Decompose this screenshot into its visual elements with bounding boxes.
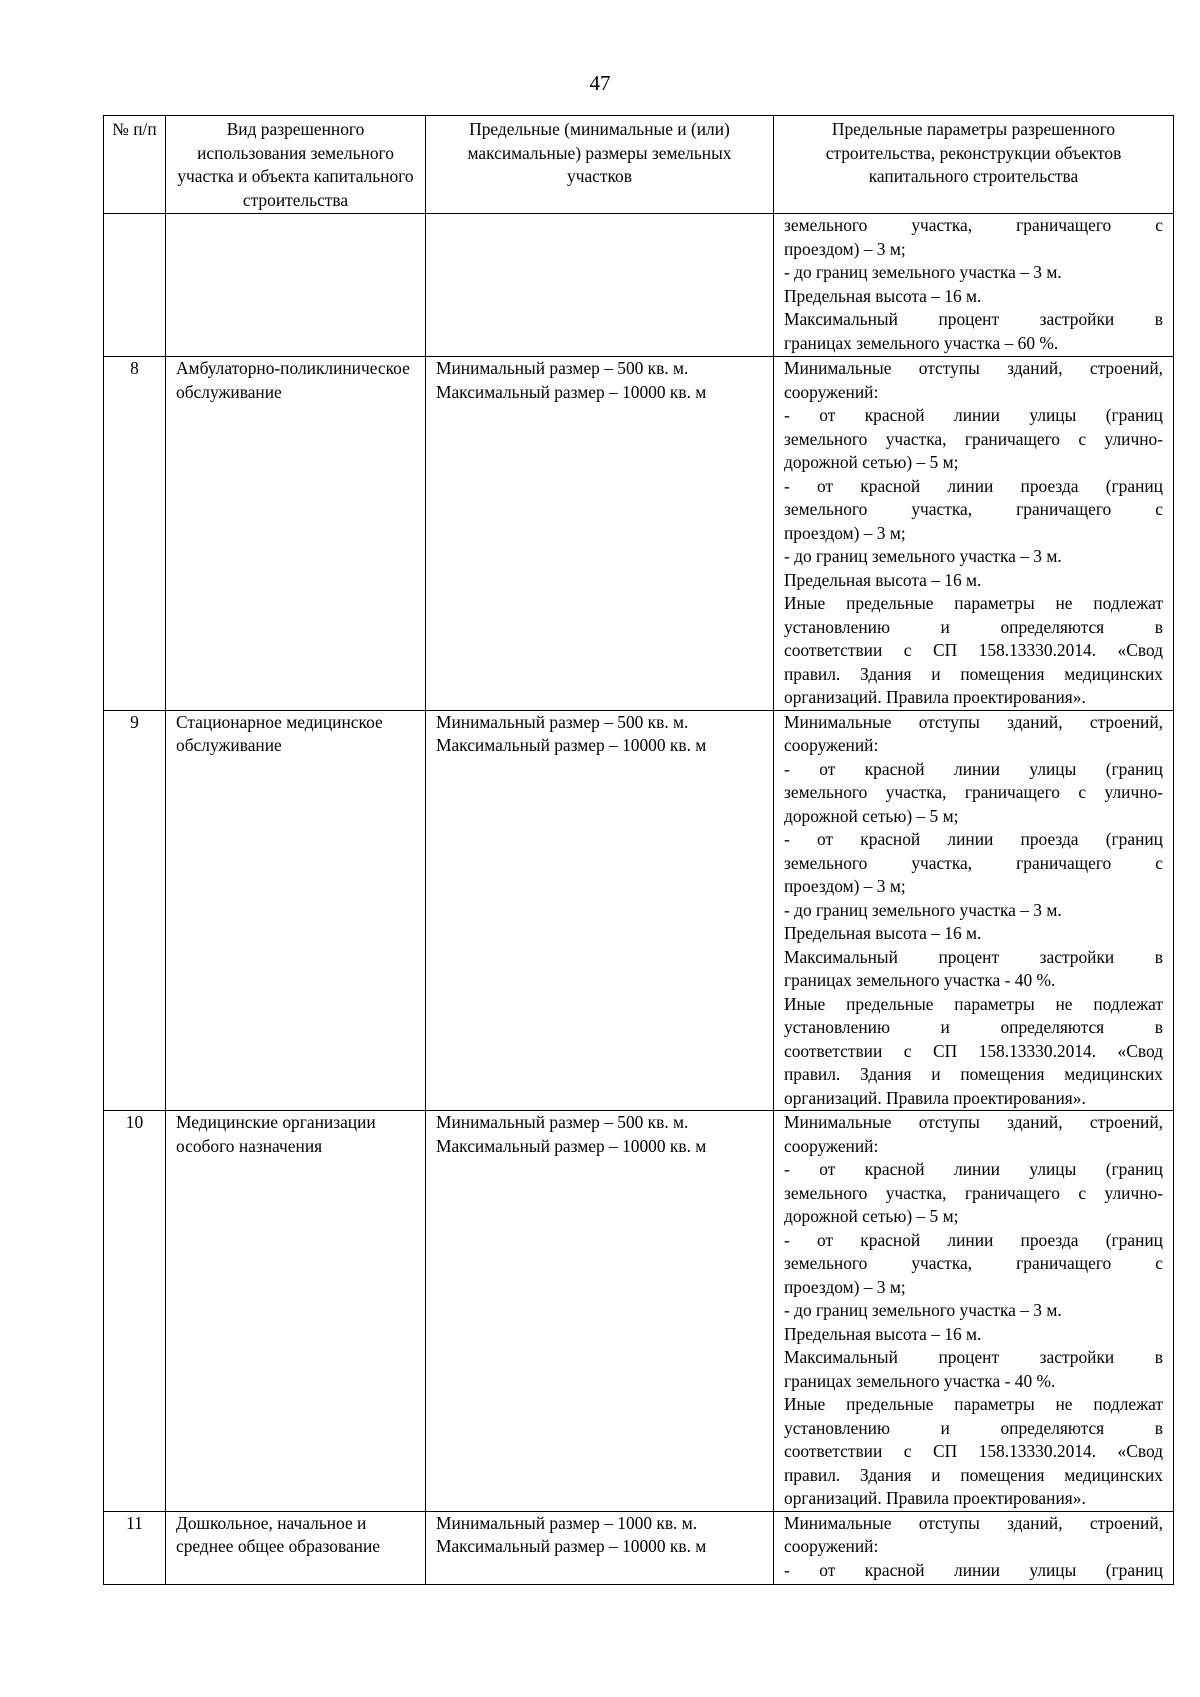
params-line: Максимальный процент застройки в <box>784 1347 1163 1367</box>
params-line: земельного участка, граничащего с улично- <box>784 782 1163 802</box>
plot-size-cell <box>426 710 774 1111</box>
table-row <box>104 214 1174 357</box>
params-line: Иные предельные параметры не подлежат <box>784 593 1163 613</box>
params-line: сооружений: <box>784 1536 879 1556</box>
header-number: № п/п <box>104 116 166 214</box>
params-line: земельного участка, граничащего с улично- <box>784 1182 1163 1203</box>
params-line: Предельная высота – 16 м. <box>784 569 982 590</box>
params-line: правил. Здания и помещения медицинских <box>784 663 1163 684</box>
plot-size-cell <box>426 214 774 357</box>
plot-size-line: Минимальный размер – 500 кв. м. <box>436 711 689 732</box>
params-line: соответствии с СП 158.13330.2014. «Свод <box>784 1441 1163 1461</box>
params-line: Максимальный процент застройки в <box>784 309 1163 329</box>
params-line: - от красной линии улицы (границ <box>784 758 1163 779</box>
params-line: организаций. Правила проектирования». <box>784 1087 1086 1108</box>
params-line: проездом) – 3 м; <box>784 1276 906 1297</box>
params-line: - до границ земельного участка – 3 м. <box>784 1300 1062 1320</box>
params-line: границах земельного участка - 40 %. <box>784 1370 1056 1391</box>
params-line: установлению и определяются в <box>784 616 1163 637</box>
row-number: 9 <box>104 710 166 1111</box>
plot-size-line: Минимальный размер – 500 кв. м. <box>436 358 689 378</box>
params-line: Предельная высота – 16 м. <box>784 923 982 943</box>
params-line: - от красной линии проезда (границ <box>784 829 1163 849</box>
table-row <box>104 357 1174 711</box>
params-line: Иные предельные параметры не подлежат <box>784 993 1163 1014</box>
params-line: Минимальные отступы зданий, строений, <box>784 1112 1163 1132</box>
params-line: проездом) – 3 м; <box>784 876 906 896</box>
params-line: - до границ земельного участка – 3 м. <box>784 546 1062 566</box>
params-line: дорожной сетью) – 5 м; <box>784 1206 959 1226</box>
params-line: проездом) – 3 м; <box>784 522 906 543</box>
params-line: сооружений: <box>784 1135 879 1156</box>
construction-params-cell <box>774 1111 1174 1512</box>
params-line: организаций. Правила проектирования». <box>784 687 1086 707</box>
table-header-row <box>104 116 1174 214</box>
permitted-use-cell: Стационарное медицинское обслуживание <box>166 710 426 1111</box>
table-row <box>104 1511 1174 1584</box>
params-line: Предельная высота – 16 м. <box>784 1323 982 1344</box>
table-row <box>104 710 1174 1111</box>
params-line: земельного участка, граничащего с <box>784 499 1163 519</box>
header-plot-sizes: Предельные (минимальные и (или) максимальные) размеры земельных участков <box>426 116 774 214</box>
params-line: границах земельного участка - 40 %. <box>784 970 1056 990</box>
permitted-use-cell: Амбулаторно-поликлиническое обслуживание <box>166 357 426 711</box>
row-number <box>104 214 166 357</box>
plot-size-cell <box>426 1111 774 1512</box>
row-number: 11 <box>104 1511 166 1584</box>
header-construction-params: Предельные параметры разрешенного строительства, реконструкции объектов капитального строительства <box>774 116 1174 214</box>
row-number: 8 <box>104 357 166 711</box>
params-line: Иные предельные параметры не подлежат <box>784 1394 1163 1414</box>
params-line: Максимальный процент застройки в <box>784 946 1163 967</box>
plot-size-line: Минимальный размер – 500 кв. м. <box>436 1112 689 1132</box>
params-line: - до границ земельного участка – 3 м. <box>784 262 1062 282</box>
params-line: - от красной линии проезда (границ <box>784 475 1163 496</box>
params-line: - от красной линии проезда (границ <box>784 1229 1163 1250</box>
plot-size-cell <box>426 357 774 711</box>
params-line: дорожной сетью) – 5 м; <box>784 452 959 472</box>
plot-size-line: Максимальный размер – 10000 кв. м <box>436 735 707 755</box>
plot-size-line: Минимальный размер – 1000 кв. м. <box>436 1512 698 1533</box>
construction-params-cell <box>774 1511 1174 1584</box>
params-line: Минимальные отступы зданий, строений, <box>784 358 1163 378</box>
params-line: земельного участка, граничащего с улично- <box>784 428 1163 449</box>
permitted-use-cell: Дошкольное, начальное и среднее общее образование <box>166 1511 426 1584</box>
params-line: правил. Здания и помещения медицинских <box>784 1064 1163 1084</box>
page-number: 47 <box>589 71 611 95</box>
params-line: Минимальные отступы зданий, строений, <box>784 1512 1163 1533</box>
plot-size-line: Максимальный размер – 10000 кв. м <box>436 381 707 402</box>
params-line: правил. Здания и помещения медицинских <box>784 1464 1163 1485</box>
params-line: Минимальные отступы зданий, строений, <box>784 711 1163 732</box>
params-line: границах земельного участка – 60 %. <box>784 332 1059 353</box>
params-line: - до границ земельного участка – 3 м. <box>784 899 1062 920</box>
params-line: - от красной линии улицы (границ <box>784 1159 1163 1179</box>
params-line: организаций. Правила проектирования». <box>784 1488 1086 1508</box>
regulations-table <box>103 115 1174 1585</box>
params-line: соответствии с СП 158.13330.2014. «Свод <box>784 1040 1163 1061</box>
construction-params-cell <box>774 214 1174 357</box>
params-line: дорожной сетью) – 5 м; <box>784 805 959 826</box>
plot-size-line: Максимальный размер – 10000 кв. м <box>436 1135 707 1156</box>
params-line: земельного участка, граничащего с <box>784 1253 1163 1273</box>
params-line: соответствии с СП 158.13330.2014. «Свод <box>784 640 1163 660</box>
params-line: земельного участка, граничащего с <box>784 215 1163 235</box>
construction-params-cell <box>774 710 1174 1111</box>
params-line: сооружений: <box>784 381 879 402</box>
params-line: - от красной линии улицы (границ <box>784 1559 1163 1580</box>
row-number: 10 <box>104 1111 166 1512</box>
params-line: Предельная высота – 16 м. <box>784 285 982 306</box>
construction-params-cell <box>774 357 1174 711</box>
table-row <box>104 1111 1174 1512</box>
plot-size-cell <box>426 1511 774 1584</box>
params-line: проездом) – 3 м; <box>784 238 906 259</box>
params-line: земельного участка, граничащего с <box>784 852 1163 873</box>
permitted-use-cell <box>166 214 426 357</box>
params-line: - от красной линии улицы (границ <box>784 405 1163 425</box>
params-line: сооружений: <box>784 735 879 755</box>
header-permitted-use: Вид разрешенного использования земельного участка и объекта капитального строительства <box>166 116 426 214</box>
params-line: установлению и определяются в <box>784 1417 1163 1438</box>
params-line: установлению и определяются в <box>784 1017 1163 1037</box>
permitted-use-cell: Медицинские организации особого назначения <box>166 1111 426 1512</box>
plot-size-line: Максимальный размер – 10000 кв. м <box>436 1536 707 1556</box>
